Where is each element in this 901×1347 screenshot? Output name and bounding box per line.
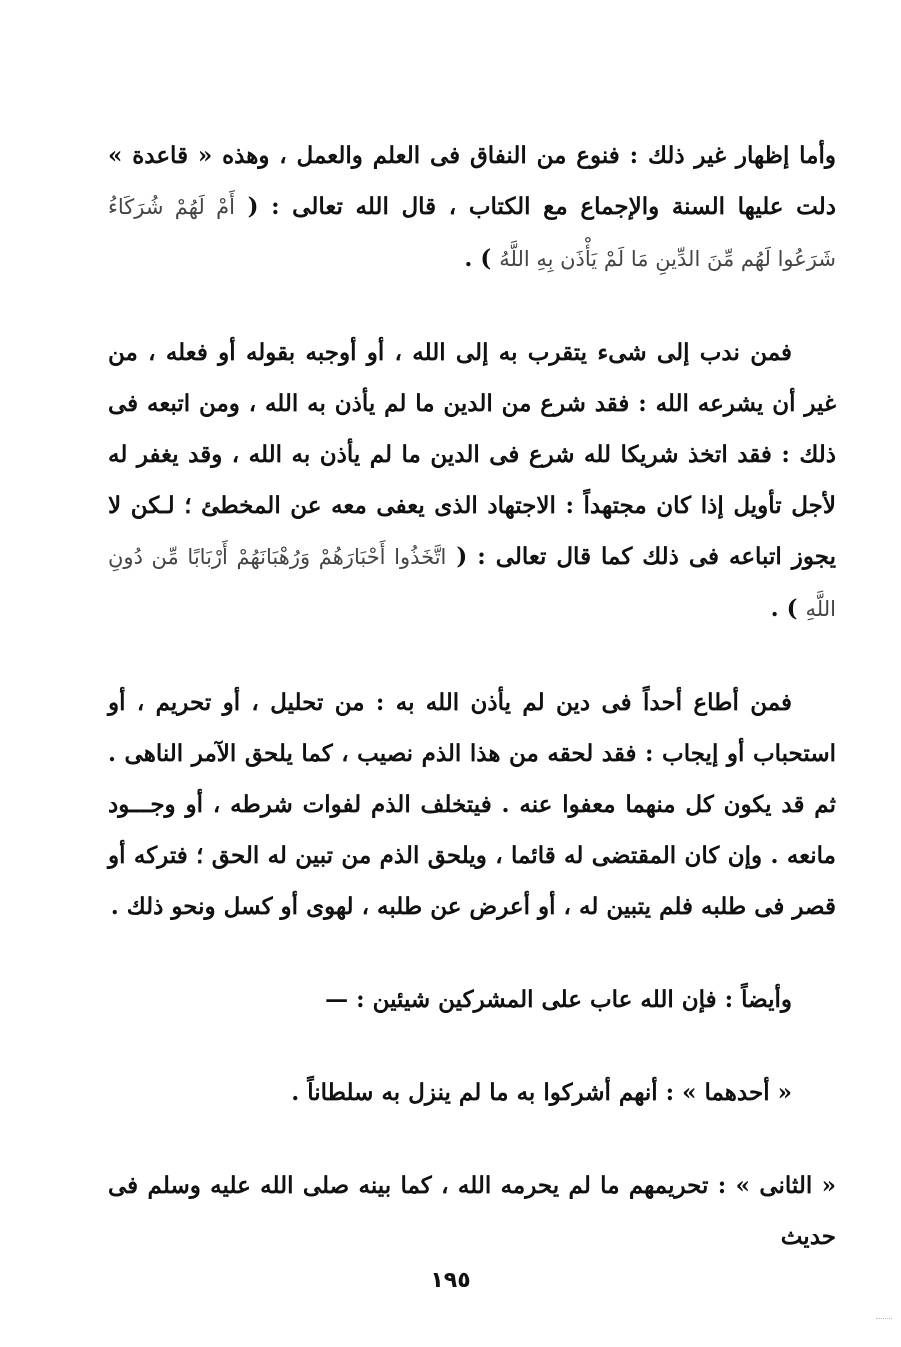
paragraph-5: « أحدهما » : أنهم أشركوا به ما لم ينزل به سلطاناً . (291, 1079, 792, 1106)
quran-verse-2: اتَّخَذُوا أَحْبَارَهُمْ وَرُهْبَانَهُمْ أَرْبَابًا مِّن دُونِ اللَّهِ (108, 545, 836, 621)
scan-mark (876, 1318, 892, 1319)
paragraph-3: فمن أطاع أحداً فى دين لم يأذن الله به : من تحليل ، أو تحريم ، أو استحباب أو إيجاب : فقد لحقه من هذا الذم نصيب ، كما يلحق الآمر الناهى . ثم قد يكون كل منهما معفوا عنه . فيتخلف الذم لفوات شرطه ، أو وجـــود مانعه . وإن كان المقتضى له قائما ، ويلحق الذم من تبين له الحق ؛ فتركه أو قصر فى طلبه فلم يتبين له ، أو أعرض عن طلبه ، لهوى أو كسل ونحو ذلك . (108, 689, 836, 920)
paragraph-1 (108, 130, 836, 285)
paragraph-4: وأيضاً : فإن الله عاب على المشركين شيئين : — (325, 986, 792, 1013)
page-number: ١٩٥ (430, 1268, 471, 1293)
paragraph-6: « الثانى » : تحريمهم ما لم يحرمه الله ، كما بينه صلى الله عليه وسلم فى حديث (108, 1172, 836, 1250)
paragraph-1-text: وأما إظهار غير ذلك : فنوع من النفاق فى العلم والعمل ، وهذه « قاعدة » دلت عليها السنة والإجماع مع الكتاب ، قال الله تعالى : ( (108, 142, 836, 220)
paragraph-2-close: ) . (770, 595, 798, 622)
quran-verse-1: أَمْ لَهُمْ شُرَكَاءُ شَرَعُوا لَهُم مِّنَ الدِّينِ مَا لَمْ يَأْذَن بِهِ اللَّهُ (108, 195, 836, 271)
paragraph-2 (108, 327, 836, 635)
paragraph-1-close: ) . (464, 245, 492, 272)
paragraph-2-text: فمن ندب إلى شىء يتقرب به إلى الله ، أو أوجبه بقوله أو فعله ، من غير أن يشرعه الله : فقد شرع من الدين ما لم يأذن به الله ، ومن اتبعه فى ذلك : فقد اتخذ شريكا لله شرع فى الدين ما لم يأذن به الله ، وقد يغفر له لأجل تأويل إذا كان مجتهداً : الاجتهاد الذى يعفى معه عن المخطئ ؛ لـكن لا يجوز اتباعه فى ذلك كما قال تعالى : ( (108, 339, 837, 570)
page-body (108, 130, 836, 1262)
